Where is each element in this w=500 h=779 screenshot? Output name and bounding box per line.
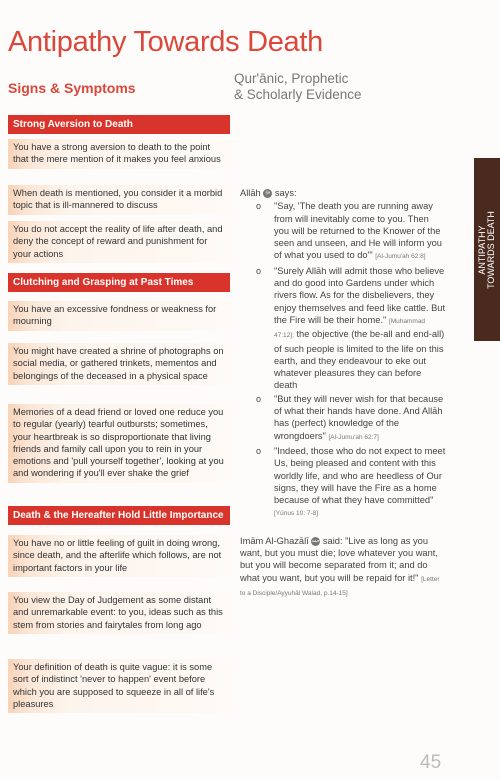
ghazali-reference: [Letter to a Disciple/Ayyuhāl Walad, p.14-15] bbox=[240, 575, 440, 597]
evidence-heading-line2: & Scholarly Evidence bbox=[234, 87, 362, 102]
symptom-item: You have a strong aversion to death to the point that the mere mention of it makes you feel anxious bbox=[8, 139, 232, 169]
evidence-heading-line1: Qur'ānic, Prophetic bbox=[234, 71, 349, 86]
bullet-icon: o bbox=[256, 265, 262, 276]
honorific-badge-icon: ﷻ bbox=[264, 190, 271, 197]
symptom-item: You do not accept the reality of life after death, and deny the concept of reward and punishment for your actions bbox=[8, 221, 232, 263]
quote-item bbox=[240, 200, 446, 263]
quote-reference: [Yūnus 10: 7-8] bbox=[274, 510, 319, 518]
bullet-icon: o bbox=[256, 445, 262, 456]
section-heading-clutching: Clutching and Grasping at Past Times bbox=[8, 273, 230, 292]
ghazali-quote bbox=[240, 535, 446, 600]
page-number: 45 bbox=[420, 752, 442, 773]
symptom-item: Your definition of death is quite vague: it is some sort of indistinct 'never to happen' event before which you are supposed to squeeze in all of life's pleasures bbox=[8, 659, 232, 713]
symptom-item: You have an excessive fondness or weakness for mourning bbox=[8, 301, 232, 331]
quote-text: "Indeed, those who do not expect to meet Us, being pleased and content with this worldly life, and who are heedless of Our signs, they will have the Fire as a home because of what they have committed" bbox=[274, 445, 446, 506]
evidence-column bbox=[240, 187, 446, 600]
quote-item bbox=[240, 393, 446, 444]
symptom-item: Memories of a dead friend or loved one reduce you to regular (yearly) tearful outbursts; sometimes, your heartbreak is so disproportionate that living friends and family call upon you to rein in your emotions and 'pull yourself together', looking at you and wondering if you'll ever shake the grief bbox=[8, 404, 232, 483]
symptom-item: When death is mentioned, you consider it a morbid topic that is ill-mannered to discuss bbox=[8, 185, 232, 215]
symptom-item: You have no or little feeling of guilt in doing wrong, since death, and the afterlife which follows, are not important factors in your life bbox=[8, 535, 232, 577]
side-tab-line2: TOWARDS DEATH bbox=[486, 211, 496, 289]
quote-reference: [Al-Jumu'ah 62:8] bbox=[375, 253, 426, 261]
quote-text: "But they will never wish for that because of what their hands have done. And Allāh has (perfect) knowledge of the wrongdoers" bbox=[274, 393, 444, 441]
quote-item bbox=[240, 265, 446, 392]
page-title: Antipathy Towards Death bbox=[8, 26, 323, 58]
symptom-item: You might have created a shrine of photographs on social media, or gathered trinkets, mementos and belongings of the deceased in a physical space bbox=[8, 343, 232, 385]
section-heading-hereafter: Death & the Hereafter Hold Little Importance bbox=[8, 506, 230, 525]
signs-symptoms-heading: Signs & Symptoms bbox=[8, 80, 136, 96]
ghazali-text: said: "Live as long as you want, but you must die; love whatever you want, but you will become separated from it; and do what you want, but you will be repaid for it!" bbox=[240, 535, 438, 583]
quote-text: "Say, 'The death you are running away from will inevitably come to you. Then you will be returned to the Knower of the seen and unseen, and He will inform you of what you used to do'" bbox=[274, 201, 442, 261]
quote-tail: the objective (the be-all and end-all) of such people is limited to the life on this earth, and they endeavour to eke out whatever pleasures they can before death bbox=[274, 329, 445, 391]
allah-says-line bbox=[240, 187, 446, 199]
says-label: says: bbox=[272, 188, 297, 198]
honorific-badge-icon: رحمه bbox=[311, 537, 323, 544]
bullet-icon: o bbox=[256, 393, 262, 404]
bullet-icon: o bbox=[256, 201, 262, 212]
quote-reference: [Muhammad 47:12]; bbox=[274, 317, 426, 340]
side-tab-label bbox=[478, 211, 496, 289]
side-tab-line1: ANTIPATHY bbox=[477, 225, 487, 275]
allah-name: Allāh bbox=[240, 188, 261, 198]
quote-reference: [Al-Jumu'ah 62:7] bbox=[328, 433, 379, 441]
ghazali-name: Imām Al-Ghazālī bbox=[240, 535, 309, 546]
symptom-item: You view the Day of Judgement as some distant and unremarkable event: to you, ideas such as this stem from stories and fairytales from long ago bbox=[8, 592, 232, 634]
quote-text: "Surely Allāh will admit those who believe and do good into Gardens under which rivers flow. As for the disbelievers, they enjoy themselves and feed like cattle. But the Fire will be their home." bbox=[274, 265, 446, 325]
evidence-heading bbox=[234, 71, 362, 103]
section-heading-aversion: Strong Aversion to Death bbox=[8, 115, 230, 134]
quote-item bbox=[240, 445, 446, 521]
